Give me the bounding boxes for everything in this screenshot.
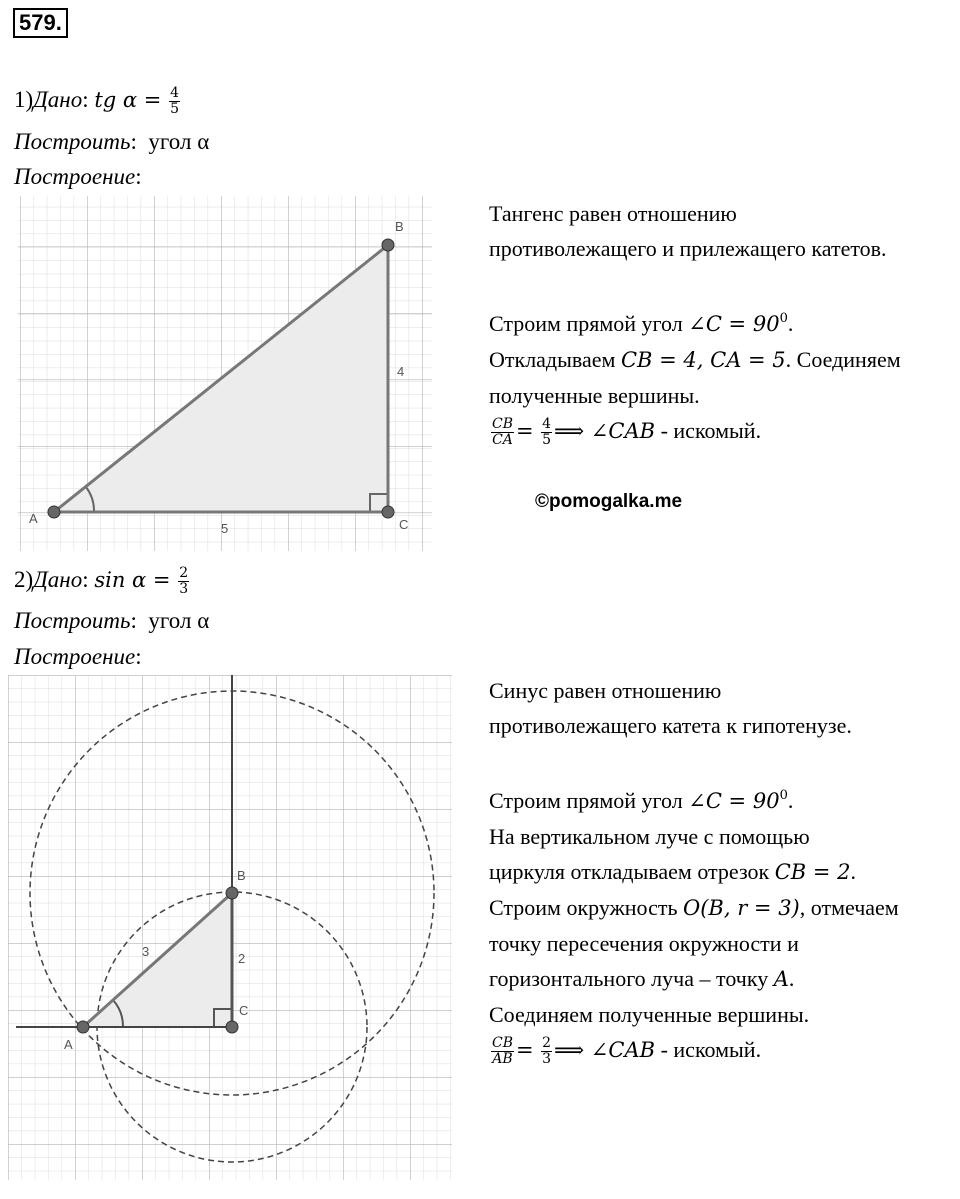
- explanation-line: точку пересечения окружности и: [489, 931, 799, 956]
- math: ⟹ ∠CAB: [554, 419, 656, 443]
- label-C-1: C: [399, 517, 409, 532]
- explanation-line: [489, 342, 901, 378]
- fraction-denominator: 5: [542, 432, 552, 449]
- superscript: 0: [779, 311, 788, 326]
- label-side-5: 5: [221, 521, 229, 536]
- text: Строим прямой угол: [489, 788, 689, 813]
- part2-construct: Построить: угол α: [14, 608, 210, 633]
- point-B-1: [382, 239, 394, 251]
- part2-label: 2): [14, 567, 34, 592]
- text: Строим окружность: [489, 895, 684, 920]
- label-side-3: 3: [142, 944, 150, 959]
- text: горизонтального луча – точку: [489, 966, 774, 991]
- explanation-line: Тангенс равен отношению: [489, 201, 737, 226]
- part1-explanation: [489, 196, 901, 449]
- part2-given: 2)Дано: sin α = $\frac{2}{3}$: [14, 565, 189, 598]
- math: ∠C = 90: [688, 789, 780, 813]
- construction-word: Построение: [14, 164, 136, 189]
- part1-given-word: Дано: [33, 87, 83, 112]
- fraction-CB-CA: [491, 417, 514, 448]
- fraction-4-5: [541, 417, 552, 448]
- problem-number: 579.: [13, 8, 68, 38]
- fraction-denominator: 3: [179, 581, 189, 598]
- part2-given-fraction: [178, 566, 189, 597]
- math: ⟹ ∠CAB: [554, 1038, 656, 1062]
- fraction-2-3: [541, 1036, 552, 1067]
- fraction-numerator: 2: [179, 565, 189, 582]
- explanation-line: Строим прямой угол ∠C = $90^0$.: [489, 311, 794, 336]
- fraction-denominator: 3: [542, 1051, 552, 1068]
- fraction-denominator: CA: [492, 432, 513, 449]
- explanation-result: [489, 413, 901, 449]
- text: . Соединяем: [785, 347, 901, 372]
- point-B-2: [226, 887, 238, 899]
- part1-construction: Построение:: [14, 164, 142, 189]
- fraction-denominator: 5: [170, 101, 180, 118]
- fraction-numerator: 4: [170, 85, 180, 102]
- text: - искомый.: [655, 1037, 762, 1062]
- text: Строим прямой угол: [489, 311, 689, 336]
- label-side-2: 2: [238, 951, 246, 966]
- fraction-numerator: 2: [542, 1035, 552, 1052]
- part2-given-word: Дано: [33, 567, 83, 592]
- construct-word: Построить: [14, 129, 131, 154]
- label-side-4: 4: [397, 364, 405, 379]
- part1-construct: Построить: угол α: [14, 129, 210, 154]
- math: O(B, r = 3): [683, 896, 800, 920]
- watermark: ©pomogalka.me: [535, 491, 683, 512]
- part2-given-expr: sin α =: [94, 568, 171, 592]
- explanation-line: Строим прямой угол ∠C = $90^0$.: [489, 788, 794, 813]
- construct-word: Построить: [14, 608, 131, 633]
- part1-given: 1)Дано: tg α = $\frac{4}{5}$: [14, 85, 180, 118]
- text: - искомый.: [655, 418, 762, 443]
- construction-word: Построение: [14, 644, 136, 669]
- part2-construction: Построение:: [14, 644, 142, 669]
- point-C-1: [382, 506, 394, 518]
- text: , отмечаем: [799, 895, 899, 920]
- label-C-2: C: [239, 1003, 249, 1018]
- construct-object: угол α: [148, 129, 210, 154]
- explanation-line: противолежащего и прилежащего катетов.: [489, 236, 887, 261]
- fraction-numerator: CB: [492, 1035, 513, 1052]
- fraction-CB-AB: [491, 1036, 514, 1067]
- explanation-line: [489, 854, 899, 890]
- point-C-2: [226, 1021, 238, 1033]
- point-A-1: [48, 506, 60, 518]
- math: CB = 4, CA = 5: [620, 348, 786, 372]
- explanation-line: полученные вершины.: [489, 383, 700, 408]
- explanation-line: [489, 890, 899, 926]
- label-B-1: B: [395, 219, 404, 234]
- label-B-2: B: [237, 868, 246, 883]
- equals: =: [516, 419, 534, 443]
- label-A-1: A: [29, 511, 38, 526]
- math: ∠C = 90: [688, 312, 780, 336]
- label-A-2: A: [64, 1037, 73, 1052]
- text: .: [788, 966, 795, 991]
- part1-given-expr: tg α =: [94, 88, 162, 112]
- explanation-line: На вертикальном луче с помощью: [489, 824, 810, 849]
- fraction-numerator: 4: [542, 416, 552, 433]
- point-A-2: [77, 1021, 89, 1033]
- text: Откладываем: [489, 347, 621, 372]
- superscript: 0: [779, 788, 788, 803]
- explanation-line: противолежащего катета к гипотенузе.: [489, 713, 852, 738]
- explanation-line: [489, 961, 899, 997]
- part2-explanation: [489, 673, 899, 1068]
- explanation-result: [489, 1032, 899, 1068]
- math: CB = 2: [774, 860, 851, 884]
- explanation-line: Синус равен отношению: [489, 678, 722, 703]
- construct-object: угол α: [148, 608, 210, 633]
- equals: =: [516, 1038, 534, 1062]
- fraction-denominator: AB: [492, 1051, 513, 1068]
- text: .: [850, 859, 857, 884]
- explanation-line: Соединяем полученные вершины.: [489, 1002, 810, 1027]
- text: циркуля откладываем отрезок: [489, 859, 775, 884]
- fraction-numerator: CB: [492, 416, 513, 433]
- math: A: [773, 967, 789, 991]
- part1-label: 1): [14, 87, 34, 112]
